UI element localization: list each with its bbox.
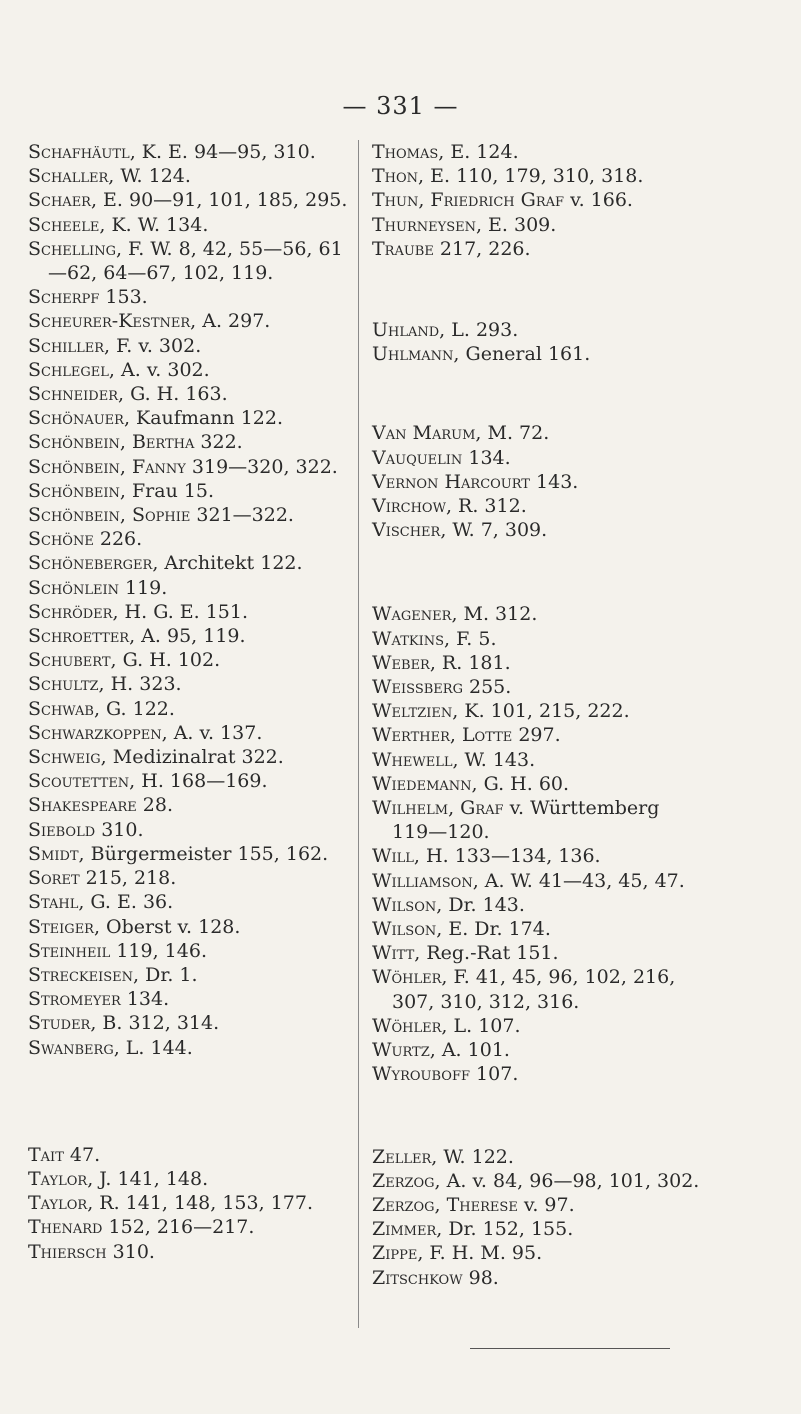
entry-name: Williamson, [372,869,479,892]
entry-pages: A. 95, 119. [135,625,246,648]
entry-pages: A. v. 302. [114,358,210,381]
index-entry [28,745,350,769]
entry-pages: A. v. 84, 96—98, 101, 302. [440,1169,700,1192]
entry-pages: 215, 218. [79,867,177,890]
index-entry [28,697,350,721]
index-entry [28,140,350,164]
entry-pages: W. 124. [114,165,191,188]
entry-pages: G. H. 102. [116,649,221,672]
entry-name: Whewell, [372,748,459,771]
index-entry [28,1167,350,1191]
index-entry [372,917,782,941]
index-entry-continuation [372,820,782,844]
entry-name: Schafhäutl, [28,141,136,163]
entry-pages: F. v. 302. [110,334,202,357]
index-entry [28,406,350,430]
index-entry [28,818,350,842]
entry-name: Wöhler, [372,1014,448,1037]
index-entry [28,915,350,939]
index-entry [28,672,350,696]
entry-name: Thun, Friedrich Graf [372,189,565,212]
bottom-rule [470,1348,670,1349]
index-letter-group [372,421,782,542]
index-entry [28,987,350,1011]
entry-pages: v. Württemberg [503,797,660,820]
entry-pages: A. 297. [196,310,271,333]
entry-name: Thurneysen, [372,213,483,236]
entry-pages: W. 7, 309. [446,519,548,542]
entry-name: Scheurer-Kestner, [28,310,197,333]
index-entry [372,965,782,989]
page-number: — 331 — [342,92,459,120]
entry-pages: v. 166. [564,189,633,212]
entry-pages: Reg.-Rat 151. [420,942,559,965]
entry-pages: 310. [95,818,144,841]
entry-name: Schaller, [28,165,115,188]
entry-name: Uhland, [372,319,446,342]
index-letter-group [28,1143,350,1264]
entry-pages: K. W. 134. [105,213,209,236]
index-entry [28,1011,350,1035]
group-gap [372,366,782,421]
entry-name: Wiedemann, [372,772,478,795]
entry-pages: F. 5. [450,627,497,650]
entry-pages: G. E. 36. [84,891,174,914]
index-entry [372,627,782,651]
entry-name: Zimmer, [372,1218,443,1241]
index-entry [28,188,350,212]
entry-name: Weber, [372,651,436,674]
index-entry [372,1014,782,1038]
index-entry [28,503,350,527]
entry-name: Zeller, [372,1145,438,1168]
entry-name: Schöne [28,528,94,551]
entry-name: Schweig, [28,746,107,769]
index-entry [372,318,782,342]
entry-name: Witt, [372,942,421,965]
index-entry [372,421,782,445]
entry-pages: A. v. 137. [167,721,263,744]
index-entry [372,602,782,626]
entry-pages: Kaufmann 122. [130,407,283,430]
index-column-right [372,140,782,1290]
entry-name: Zitschkow [372,1266,463,1289]
entry-name: Wyrouboff [372,1063,471,1086]
entry-name: Stahl, [28,891,85,914]
group-gap [372,261,782,318]
entry-name: Vauquelin [372,446,463,469]
entry-name: Traube [372,237,434,260]
entry-pages: L. 144. [119,1036,193,1059]
entry-name: Stromeyer [28,988,121,1011]
entry-pages: 98. [462,1266,499,1289]
entry-pages: M. 72. [481,422,550,445]
entry-pages: 310. [106,1240,155,1263]
entry-pages: —62, 64—67, 102, 119. [48,262,274,285]
index-letter-group [372,602,782,1086]
index-entry [372,1062,782,1086]
entry-pages: 47. [63,1143,101,1166]
entry-name: Schwab, [28,697,100,720]
entry-pages: Dr. 152, 155. [442,1218,574,1241]
entry-name: Uhlmann, [372,343,460,366]
entry-pages: W. 122. [437,1145,514,1168]
entry-name: Schiller, [28,334,111,357]
entry-name: Schönbein, Fanny [28,455,186,478]
index-entry [372,470,782,494]
index-entry [28,237,350,261]
entry-name: Soret [28,867,80,890]
entry-name: Steiger, [28,915,101,938]
entry-name: Wilson, [372,918,443,941]
index-entry [28,285,350,309]
index-entry [28,1143,350,1167]
index-entry [28,334,350,358]
index-entry [372,494,782,518]
index-entry [372,1217,782,1241]
index-entry [28,382,350,406]
entry-name: Virchow, [372,495,452,518]
group-gap [372,1087,782,1145]
index-entry [28,866,350,890]
entry-name: Swanberg, [28,1036,120,1059]
index-entry [372,772,782,796]
entry-name: Watkins, [372,627,451,650]
entry-pages: 297. [512,724,561,747]
index-entry [28,721,350,745]
index-entry [28,455,350,479]
entry-pages: Oberst v. 128. [100,915,241,938]
entry-pages: R. 181. [435,651,511,674]
entry-name: Werther, Lotte [372,724,513,747]
index-entry [28,213,350,237]
entry-pages: 217, 226. [433,237,531,260]
index-entry [372,188,782,212]
entry-pages: R. 312. [452,495,527,518]
index-letter-group [372,318,782,366]
entry-pages: R. 141, 148, 153, 177. [93,1192,313,1215]
entry-pages: L. 107. [447,1014,521,1037]
index-entry [28,1240,350,1264]
index-entry [372,844,782,868]
entry-pages: 152, 216—217. [102,1216,255,1239]
entry-pages: W. 143. [458,748,536,771]
index-entry [28,1036,350,1060]
entry-name: Schönbein, Sophie [28,504,191,527]
index-entry [28,164,350,188]
entry-pages: J. 141, 148. [93,1167,209,1190]
entry-pages: 255. [462,676,512,699]
entry-name: Scoutetten, [28,770,136,793]
index-entry [372,1038,782,1062]
index-entry [372,342,782,366]
entry-pages: L. 293. [445,319,519,342]
index-entry-continuation [28,261,350,285]
index-entry [372,1169,782,1193]
index-entry [28,527,350,551]
index-entry [372,675,782,699]
index-entry [372,723,782,747]
entry-name: Thomas, [372,141,445,163]
index-entry [28,479,350,503]
index-entry [372,518,782,542]
entry-name: Zippe, [372,1242,424,1265]
index-letter-group [372,1145,782,1290]
index-column-left [28,140,350,1264]
entry-name: Taylor, [28,1167,94,1190]
index-entry [28,551,350,575]
index-letter-group [372,140,782,261]
index-entry [372,140,782,164]
entry-name: Taylor, [28,1192,94,1215]
index-entry [372,1193,782,1217]
entry-name: Wöhler, [372,966,448,989]
entry-pages: 322. [194,431,243,454]
entry-pages: E. 110, 179, 310, 318. [424,165,644,188]
entry-name: Schönauer, [28,407,130,430]
entry-name: Schelling, [28,237,122,260]
entry-name: Smidt, [28,842,85,865]
entry-pages: F. W. 8, 42, 55—56, 61 [122,237,343,260]
entry-name: Vischer, [372,519,447,542]
entry-name: Weltzien, [372,700,459,723]
entry-name: Schönbein, Bertha [28,431,195,454]
entry-name: Vernon Harcourt [372,470,530,493]
entry-name: Thiersch [28,1240,107,1263]
index-entry [28,939,350,963]
entry-name: Schröder, [28,600,119,623]
entry-name: Schwarzkoppen, [28,721,168,744]
entry-pages: Architekt 122. [158,552,303,575]
index-entry [372,796,782,820]
column-divider [358,140,359,1328]
entry-pages: 28. [136,794,174,817]
entry-pages: G. H. 60. [477,772,570,795]
entry-pages: E. Dr. 174. [442,918,551,941]
index-entry [372,1266,782,1290]
entry-pages: A. 101. [435,1039,510,1062]
entry-name: Thenard [28,1216,103,1239]
entry-name: Siebold [28,818,96,841]
entry-pages: Bürgermeister 155, 162. [84,842,329,865]
index-entry [28,1215,350,1239]
index-entry [372,446,782,470]
entry-pages: v. 97. [517,1193,575,1216]
entry-pages: 134. [120,988,170,1011]
entry-pages: H. 323. [104,673,182,696]
index-entry [28,624,350,648]
entry-pages: F. H. M. 95. [423,1242,543,1265]
entry-name: Schroetter, [28,625,136,648]
index-entry [28,1191,350,1215]
entry-name: Steinheil [28,939,111,962]
entry-name: Schönlein [28,576,119,599]
entry-name: Weissberg [372,676,463,699]
entry-pages: G. H. 163. [124,383,228,406]
group-gap [28,1060,350,1143]
entry-pages: 134. [462,446,511,469]
entry-name: Schneider, [28,383,125,406]
entry-pages: 107. [470,1063,519,1086]
entry-pages: E. 309. [482,213,557,236]
entry-pages: 321—322. [190,504,294,527]
entry-pages: Dr. 143. [442,893,525,916]
entry-pages: 119, 146. [110,939,207,962]
index-entry [28,963,350,987]
index-entry [372,237,782,261]
group-gap [372,542,782,602]
entry-name: Schlegel, [28,358,115,381]
entry-name: Schaer, [28,189,98,212]
entry-name: Scherpf [28,286,100,309]
entry-name: Wagener, [372,603,458,626]
index-entry [28,576,350,600]
index-entry [372,1145,782,1169]
entry-pages: General 161. [459,343,591,366]
index-entry [28,769,350,793]
index-entry [372,869,782,893]
entry-name: Tait [28,1143,64,1166]
index-entry [372,651,782,675]
index-entry [372,893,782,917]
entry-name: Streckeisen, [28,963,140,986]
entry-pages: Dr. 1. [139,963,198,986]
entry-name: Zerzog, Therese [372,1193,518,1216]
index-entry [372,699,782,723]
entry-pages: K. E. 94—95, 310. [135,141,316,163]
entry-pages: 226. [93,528,143,551]
entry-pages: F. 41, 45, 96, 102, 216, [447,966,676,989]
index-entry [28,600,350,624]
entry-name: Schubert, [28,649,117,672]
index-entry [28,358,350,382]
entry-pages: 153. [99,286,148,309]
entry-name: Schultz, [28,673,105,696]
entry-pages: H. 168—169. [135,770,268,793]
entry-pages: H. G. E. 151. [118,600,249,623]
index-entry [372,213,782,237]
index-entry [28,793,350,817]
entry-pages: E. 90—91, 101, 185, 295. [97,189,348,212]
index-entry [28,648,350,672]
index-entry [372,164,782,188]
entry-pages: K. 101, 215, 222. [458,700,630,723]
entry-pages: 143. [529,470,579,493]
index-entry [28,842,350,866]
entry-pages: 119—120. [392,821,490,844]
entry-name: Wurtz, [372,1039,436,1062]
entry-pages: G. 122. [100,697,175,720]
entry-pages: E. 124. [444,141,519,163]
entry-name: Will, [372,845,420,868]
entry-pages: 119. [118,576,168,599]
entry-pages: A. W. 41—43, 45, 47. [478,869,685,892]
entry-pages: B. 312, 314. [96,1012,220,1035]
index-entry [372,941,782,965]
index-entry [28,890,350,914]
entry-pages: H. 133—134, 136. [419,845,601,868]
entry-name: Thon, [372,165,425,188]
index-letter-group [28,140,350,1060]
entry-pages: 307, 310, 312, 316. [392,990,580,1013]
index-entry [372,1241,782,1265]
entry-pages: Frau 15. [125,479,215,502]
entry-name: Van Marum, [372,422,482,445]
entry-name: Studer, [28,1012,97,1035]
entry-name: Scheele, [28,213,106,236]
entry-name: Schönbein, [28,479,126,502]
index-entry [28,430,350,454]
entry-pages: Medizinalrat 322. [106,746,284,769]
entry-name: Shakespeare [28,794,137,817]
entry-name: Zerzog, [372,1169,441,1192]
entry-pages: M. 312. [457,603,538,626]
index-entry-continuation [372,990,782,1014]
index-entry [28,309,350,333]
entry-name: Wilhelm, Graf [372,797,504,820]
entry-name: Wilson, [372,893,443,916]
index-entry [372,748,782,772]
entry-name: Schöneberger, [28,552,159,575]
entry-pages: 319—320, 322. [185,455,338,478]
